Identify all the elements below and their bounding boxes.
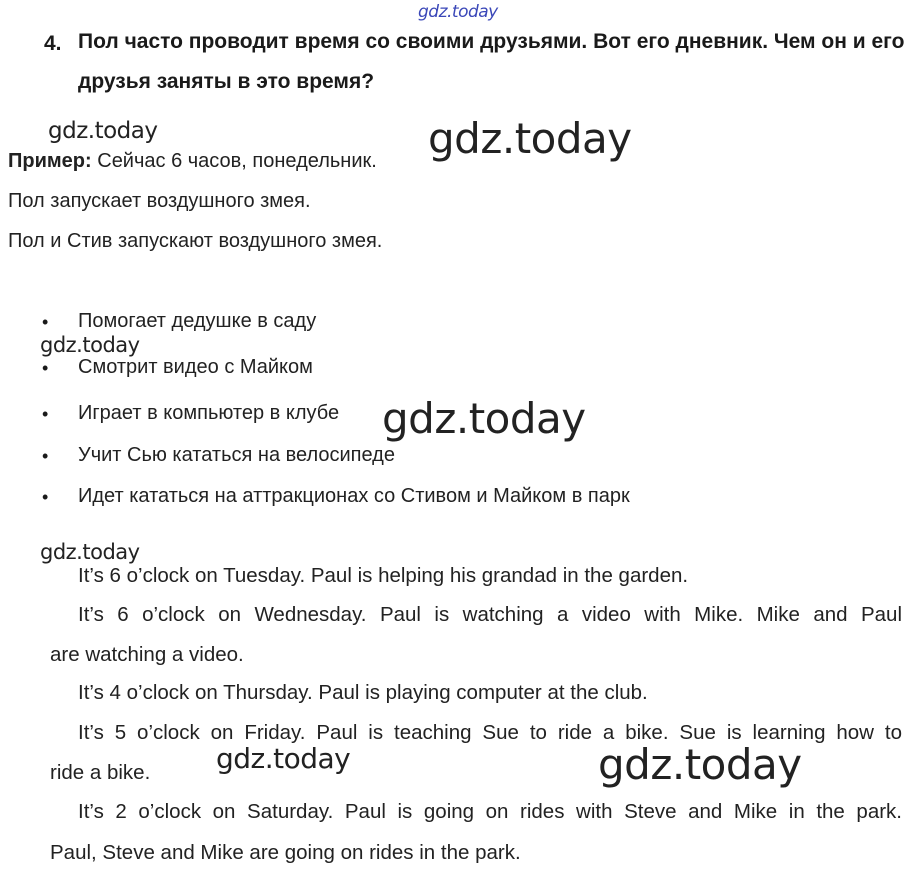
list-item: Смотрит видео с Майком (78, 356, 313, 378)
watermark-top: gdz.today (418, 2, 498, 22)
watermark: gdz.today (40, 333, 140, 357)
answer-line: It’s 6 o’clock on Tuesday. Paul is helping his grandad in the garden. (78, 564, 689, 587)
answer-line: ride a bike. (50, 761, 151, 784)
task-text: Пол часто проводит время со своими друзьями. Вот его дневник. Чем он и его друзья заняты в это время? (78, 30, 905, 93)
answer-line: It’s 2 o’clock on Saturday. Paul is going on rides with Steve and Mike in the park. (78, 800, 902, 823)
bullet-icon: • (42, 358, 49, 378)
answer-line: It’s 6 o’clock on Wednesday. Paul is watching a video with Mike. Mike and Paul (78, 603, 902, 626)
bullet-icon: • (42, 446, 49, 466)
list-item: Играет в компьютер в клубе (78, 402, 340, 424)
answer-line: It’s 5 o’clock on Friday. Paul is teaching Sue to ride a bike. Sue is learning how to (78, 721, 902, 744)
watermark: gdz.today (382, 394, 586, 443)
watermark: gdz.today (216, 742, 351, 775)
example-label: Пример: (8, 150, 92, 172)
list-item: Помогает дедушке в саду (78, 310, 317, 332)
answer-line: It’s 4 o’clock on Thursday. Paul is playing computer at the club. (78, 681, 648, 704)
example-sentence-1: Пол запускает воздушного змея. (8, 190, 311, 212)
example-sentence-2: Пол и Стив запускают воздушного змея. (8, 230, 383, 252)
answer-line: Paul, Steve and Mike are going on rides in the park. (50, 841, 521, 864)
list-item: Учит Сью кататься на велосипеде (78, 444, 395, 466)
watermark: gdz.today (598, 740, 802, 789)
watermark: gdz.today (40, 540, 140, 564)
list-item: Идет кататься на аттракционах со Стивом и Майком в парк (78, 485, 630, 507)
task-number: 4. (44, 32, 62, 55)
example-line (8, 150, 377, 173)
example-text: Сейчас 6 часов, понедельник. (91, 150, 377, 172)
watermark: gdz.today (428, 114, 632, 163)
bullet-icon: • (42, 404, 49, 424)
answer-line: are watching a video. (50, 643, 244, 666)
bullet-icon: • (42, 487, 49, 507)
bullet-icon: • (42, 312, 49, 332)
watermark: gdz.today (48, 118, 158, 144)
